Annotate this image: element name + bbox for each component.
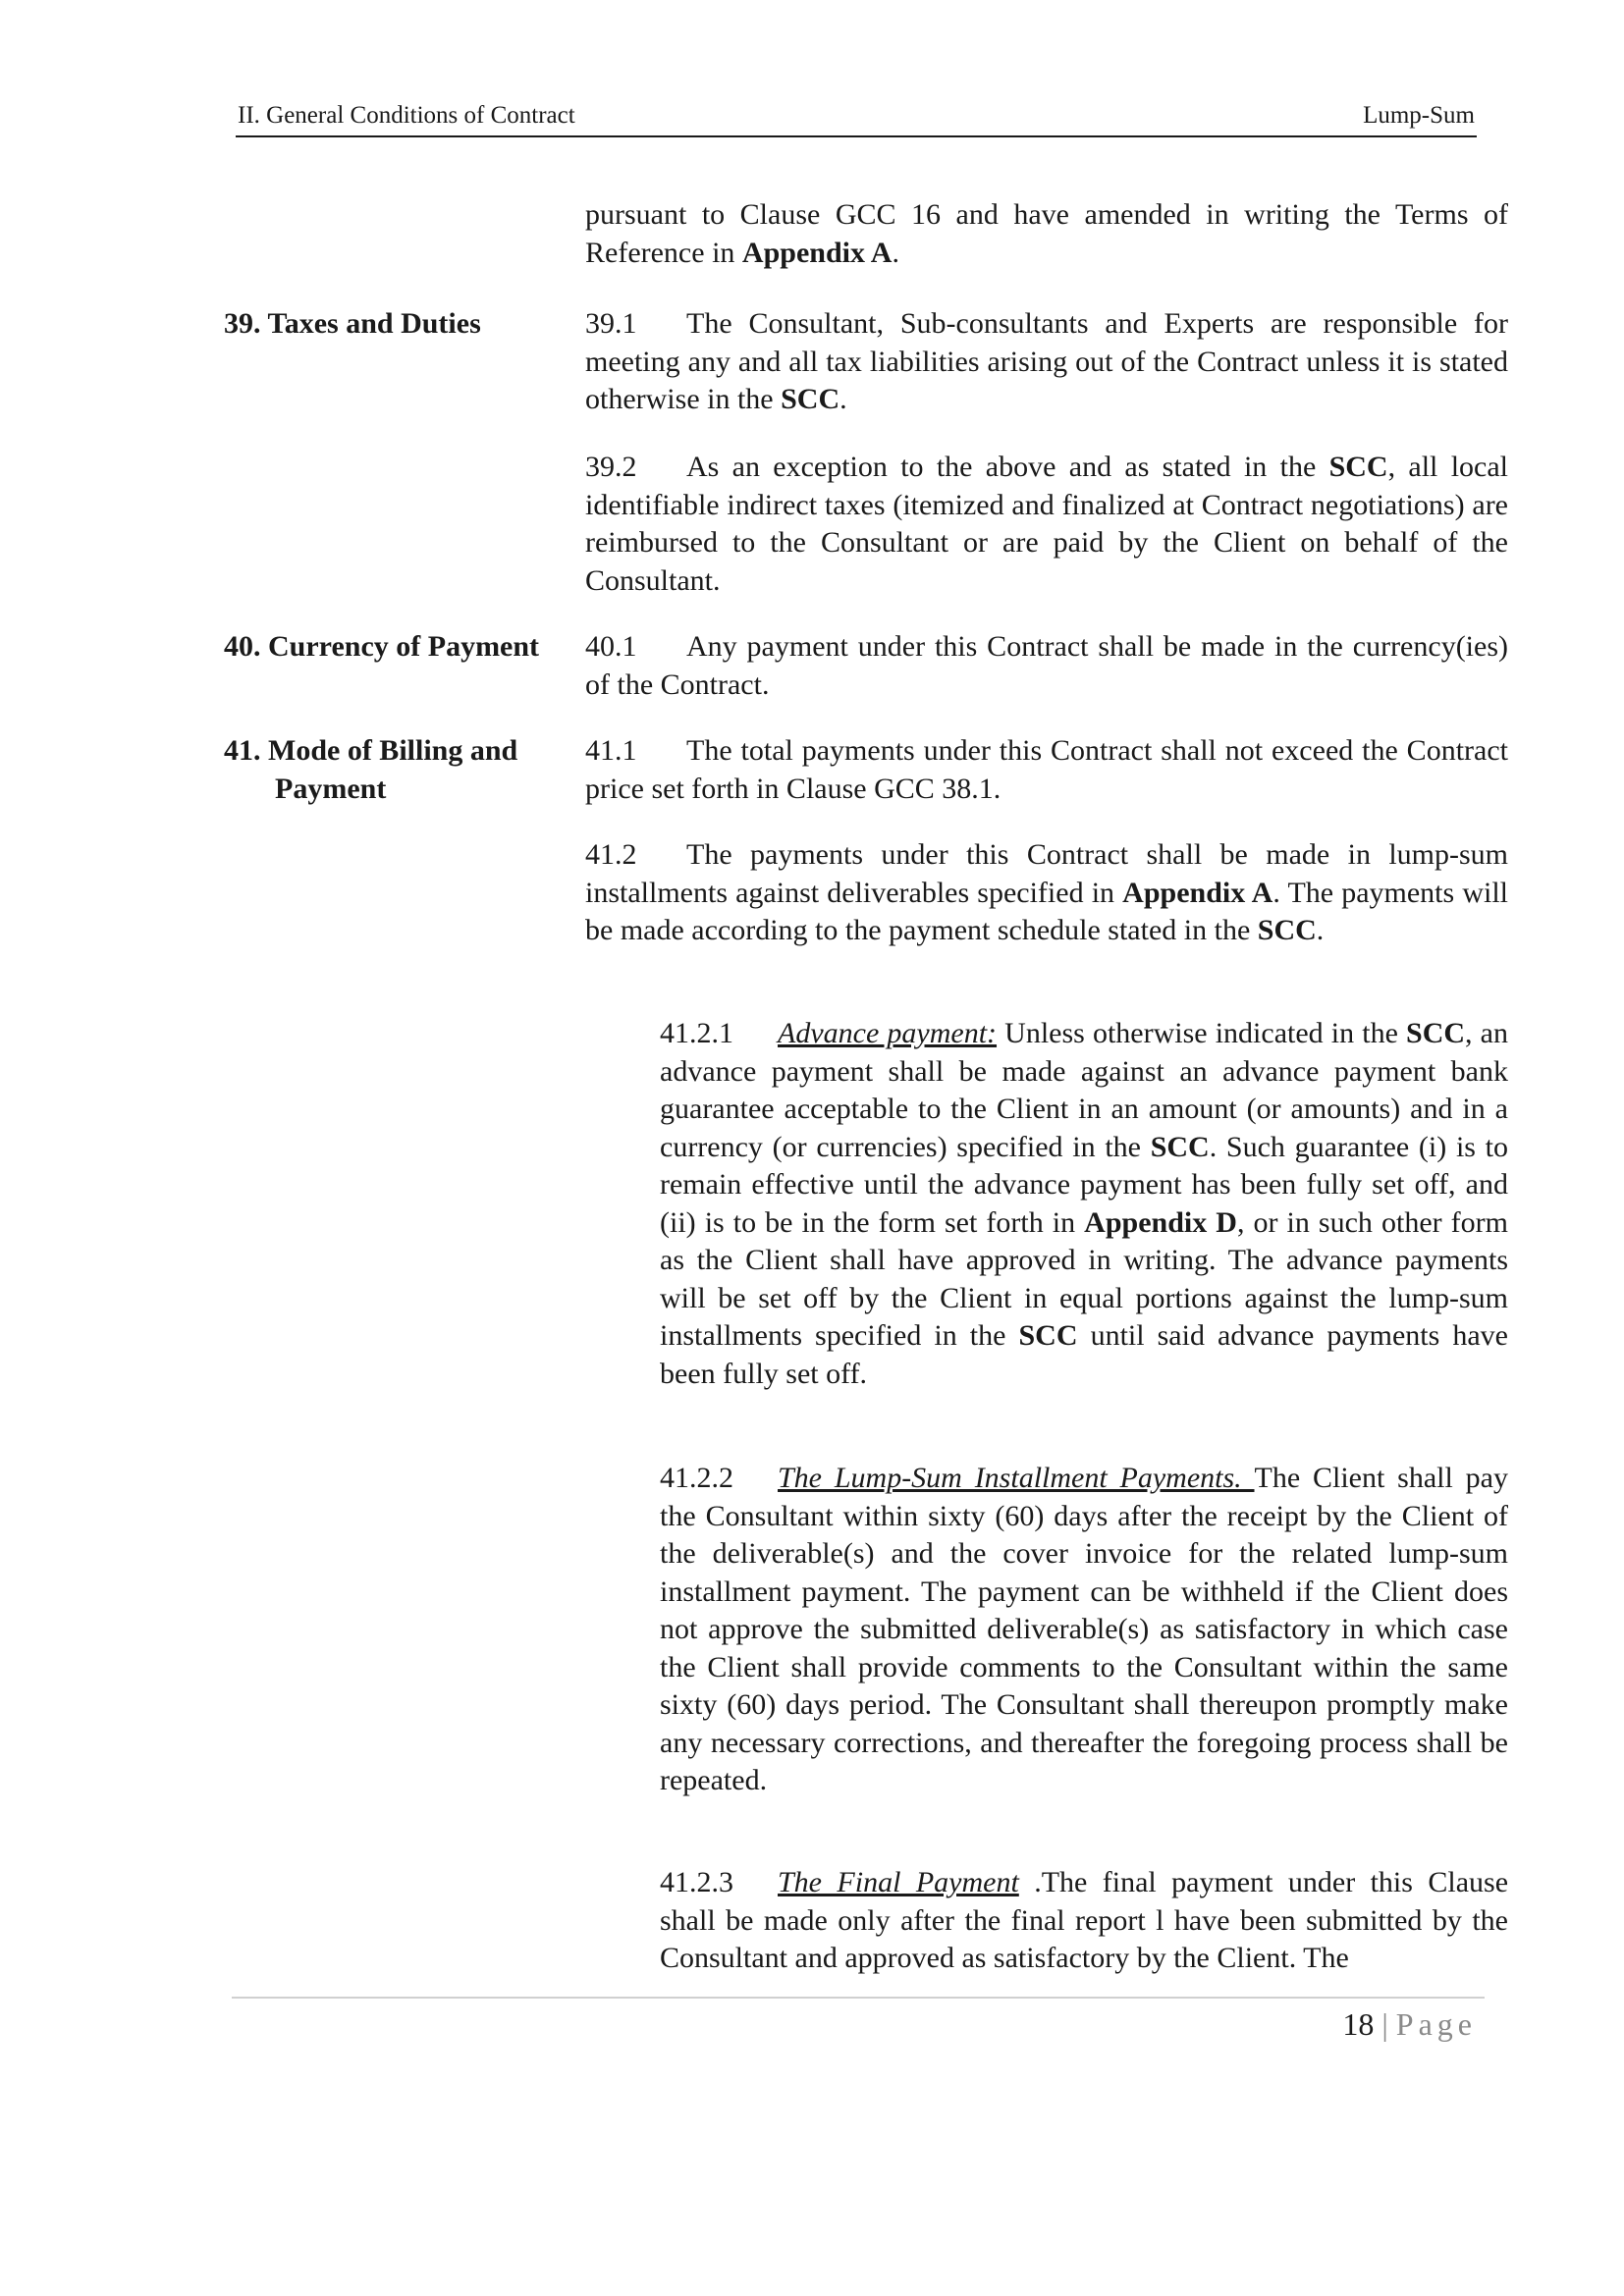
clause-text: , an advance payment shall be made against an advance payment bank guarantee acceptable to the Client in an amount (or amounts) and in a currency (or currencies) specified in the (660, 1017, 1508, 1163)
clause-bold: SCC (781, 383, 840, 415)
subclause-title: The Final Payment (778, 1866, 1019, 1898)
header-section-title: II. General Conditions of Contract (238, 102, 575, 129)
clause-text-end: . (1316, 914, 1325, 946)
clause-41-2 (585, 836, 1508, 950)
clause-bold: SCC (1150, 1130, 1210, 1163)
clause-text: .The final payment under this Clause shall be made only after the final report l have been submitted by the Consultant and approved as satisfactory by the Client. The (660, 1866, 1509, 1974)
continuation-paragraph (585, 196, 1508, 272)
running-header (236, 96, 1477, 137)
clause-41-2-2 (660, 1460, 1508, 1800)
clause-text: , or in such other form as the Client shall have approved in writing. The advance payments will be set off by the Client in equal portions against the lump-sum installments specified in the (660, 1205, 1508, 1352)
clause-text: As an exception to the above and as stated in the (686, 451, 1329, 483)
clause-39-1 (585, 305, 1508, 419)
page-number: 18 (1342, 2006, 1375, 2042)
clause-text: . The payments will be made according to the payment schedule stated in the (585, 876, 1508, 946)
clause-bold: Appendix A (1122, 876, 1273, 909)
clause-bold: SCC (1018, 1319, 1078, 1352)
page-separator: | (1381, 2006, 1388, 2042)
subclause-number: 41.2.1 (660, 1017, 733, 1049)
clause-41-heading: 41. Mode of Billing and Payment (224, 734, 518, 805)
header-contract-type: Lump-Sum (1363, 102, 1475, 129)
clause-text: The payments under this Contract shall be made in lump-sum installments against deliverables specified in (585, 838, 1508, 909)
clause-bold: SCC (1328, 451, 1388, 483)
clause-text: The Client shall pay the Consultant within sixty (60) days after the receipt by the Client of the deliverable(s) and the cover invoice for the related lump-sum installment payment. The payment can be withheld if the Client does not approve the submitted deliverable(s) as satisfactory in which case the Client shall provide comments to the Consultant within the same sixty (60) days period. The Consultant shall thereupon promptly make any necessary corrections, and thereafter the foregoing process shall be repeated. (660, 1462, 1508, 1796)
subclause-title: Advance payment: (778, 1017, 998, 1049)
clause-text: . Such guarantee (i) is to remain effective until the advance payment has been fully set off, and (ii) is to be in the form set forth in (660, 1130, 1509, 1239)
clause-number: 41.1 (585, 734, 637, 767)
clause-41-2-1 (660, 1015, 1508, 1393)
clause-text: The total payments under this Contract shall not exceed the Contract price set forth in Clause GCC 38.1. (585, 734, 1508, 805)
clause-text-end: until said advance payments have been fully set off. (660, 1319, 1509, 1390)
clause-bold: Appendix D (1084, 1205, 1237, 1239)
subclause-number: 41.2.2 (660, 1462, 733, 1494)
clause-bold: SCC (1257, 914, 1317, 946)
clause-text: Unless otherwise indicated in the (997, 1017, 1407, 1049)
clause-number: 39.1 (585, 307, 637, 340)
clause-39-2 (585, 449, 1508, 600)
footer-divider (232, 1997, 1485, 1999)
clause-text: The Consultant, Sub-consultants and Experts are responsible for meeting any and all tax liabilities arising out of the Contract unless it is stated otherwise in the (585, 307, 1508, 415)
clause-40-heading: 40. Currency of Payment (224, 630, 540, 663)
continuation-end: . (892, 236, 899, 269)
clause-number: 41.2 (585, 838, 637, 871)
clause-39-heading: 39. Taxes and Duties (224, 307, 481, 340)
clause-text-end: , all local identifiable indirect taxes (itemized and finalized at Contract negotiations) are reimbursed to the Consultant or are paid by the Client on behalf of the Consultant. (585, 451, 1509, 597)
clause-40-1 (585, 628, 1508, 704)
continuation-bold: Appendix A (741, 236, 893, 269)
clause-text: Any payment under this Contract shall be made in the currency(ies) of the Contract. (585, 630, 1508, 701)
clause-41-2-3 (660, 1864, 1508, 1978)
clause-number: 40.1 (585, 630, 637, 663)
page-label: Page (1395, 2006, 1477, 2042)
subclause-title: The Lump-Sum Installment Payments. (778, 1462, 1255, 1494)
clause-bold: SCC (1406, 1017, 1466, 1049)
continuation-text: pursuant to Clause GCC 16 and have amended in writing the Terms of Reference in (585, 198, 1508, 269)
subclause-number: 41.2.3 (660, 1866, 733, 1898)
page-footer (1342, 2004, 1477, 2044)
clause-text-end: . (839, 383, 847, 415)
clause-41-1 (585, 732, 1508, 808)
clause-number: 39.2 (585, 451, 637, 483)
